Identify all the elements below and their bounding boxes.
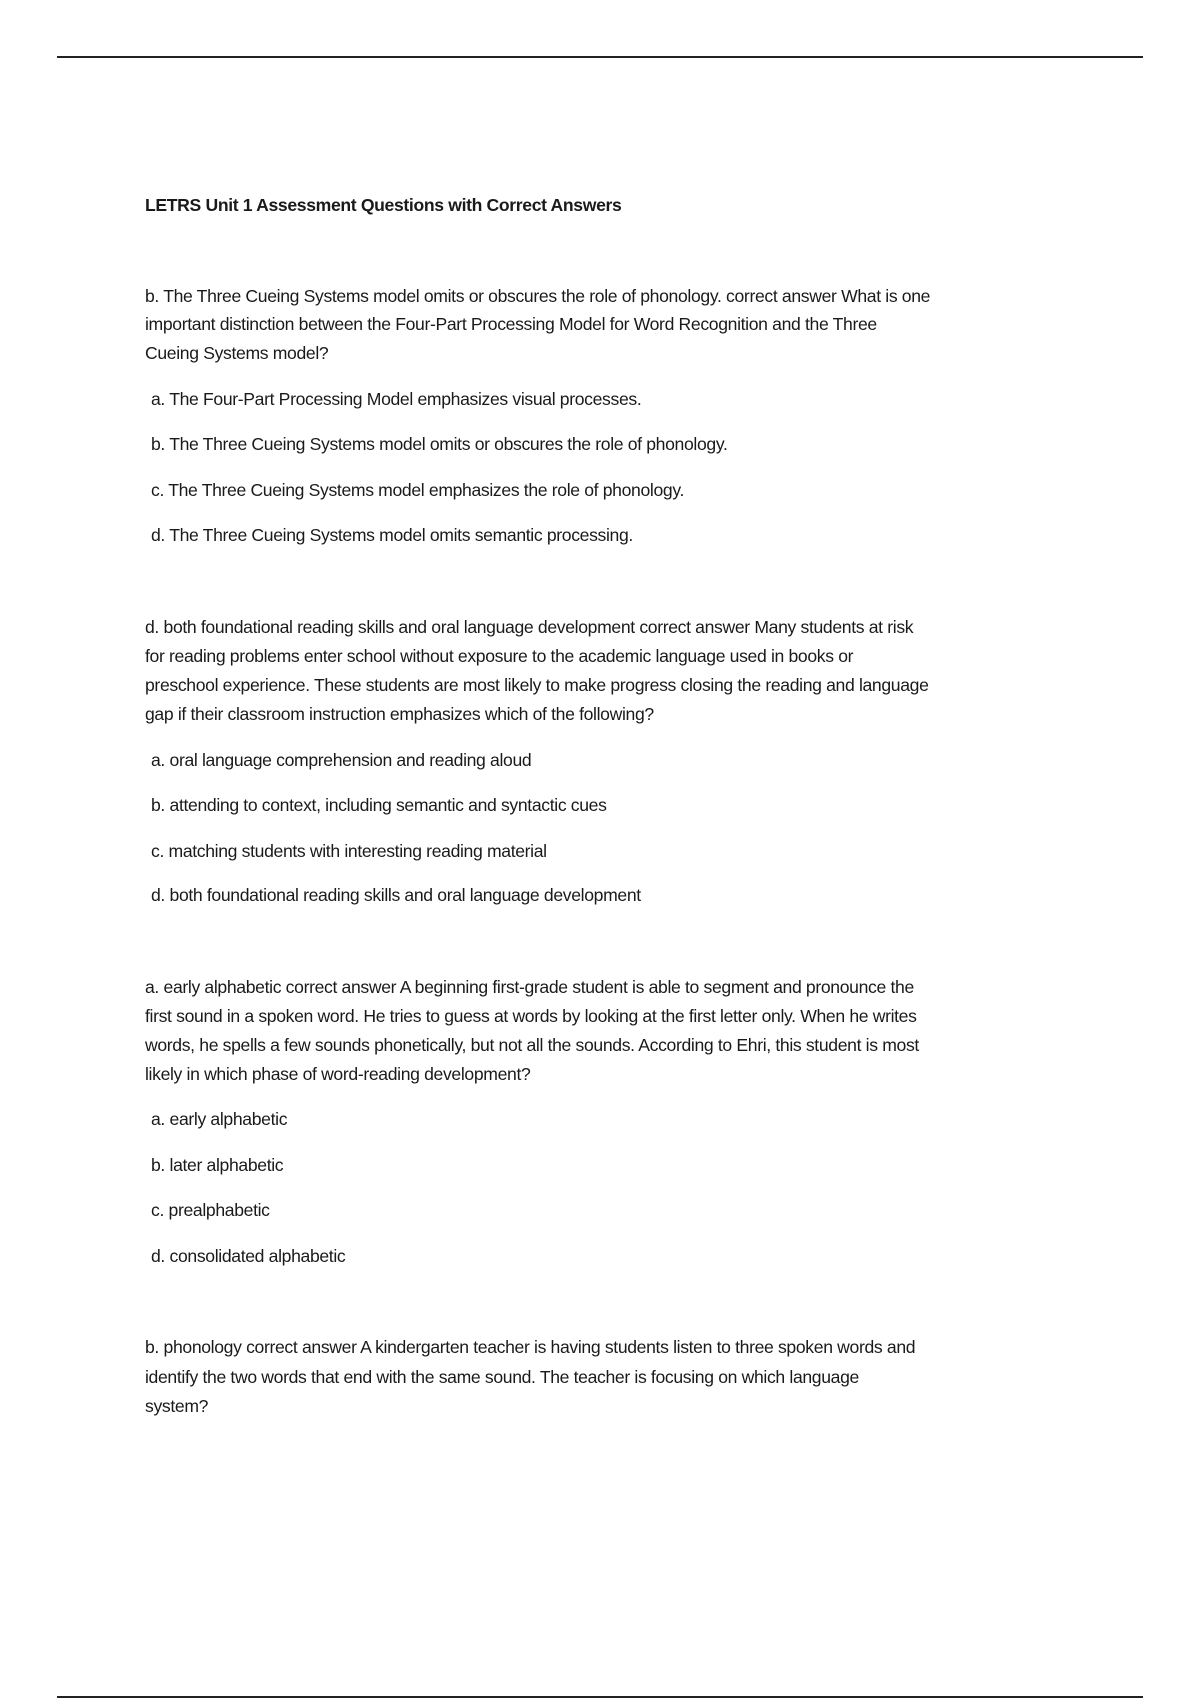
- answer-option: c. prealphabetic: [151, 1200, 270, 1220]
- question-text-line: gap if their classroom instruction emphasizes which of the following?: [145, 704, 654, 724]
- question-text-line: first sound in a spoken word. He tries to guess at words by looking at the first letter only. When he writes: [145, 1006, 917, 1026]
- question-text-line: important distinction between the Four-Part Processing Model for Word Recognition and the Three: [145, 314, 877, 334]
- answer-option: a. early alphabetic: [151, 1109, 288, 1129]
- question-text-line: b. The Three Cueing Systems model omits or obscures the role of phonology. correct answer What is one: [145, 286, 931, 306]
- question-text-line: system?: [145, 1396, 209, 1416]
- question-text-line: identify the two words that end with the same sound. The teacher is focusing on which language: [145, 1367, 859, 1387]
- answer-option: b. later alphabetic: [151, 1155, 284, 1175]
- answer-option: a. oral language comprehension and reading aloud: [151, 750, 532, 770]
- question-text-line: preschool experience. These students are most likely to make progress closing the reading and language: [145, 675, 929, 695]
- answer-option: b. The Three Cueing Systems model omits or obscures the role of phonology.: [151, 434, 728, 454]
- question-text-line: for reading problems enter school without exposure to the academic language used in books or: [145, 646, 854, 666]
- question-text-line: d. both foundational reading skills and oral language development correct answer Many students at risk: [145, 617, 914, 637]
- answer-option: d. The Three Cueing Systems model omits semantic processing.: [151, 525, 633, 545]
- header-rule: [57, 56, 1143, 58]
- answer-option: c. matching students with interesting reading material: [151, 841, 547, 861]
- question-text-line: likely in which phase of word-reading development?: [145, 1064, 531, 1084]
- answer-option: d. consolidated alphabetic: [151, 1246, 346, 1266]
- question-text-line: a. early alphabetic correct answer A beginning first-grade student is able to segment and pronounce the: [145, 977, 914, 997]
- question-text-line: Cueing Systems model?: [145, 343, 329, 363]
- answer-option: d. both foundational reading skills and oral language development: [151, 885, 641, 905]
- answer-option: a. The Four-Part Processing Model emphasizes visual processes.: [151, 389, 642, 409]
- document-title: LETRS Unit 1 Assessment Questions with Correct Answers: [145, 195, 622, 215]
- answer-option: c. The Three Cueing Systems model emphasizes the role of phonology.: [151, 480, 685, 500]
- answer-option: b. attending to context, including semantic and syntactic cues: [151, 795, 607, 815]
- footer-rule: [57, 1696, 1143, 1698]
- question-text-line: words, he spells a few sounds phonetically, but not all the sounds. According to Ehri, this student is most: [145, 1035, 919, 1055]
- question-text-line: b. phonology correct answer A kindergarten teacher is having students listen to three spoken words and: [145, 1337, 916, 1357]
